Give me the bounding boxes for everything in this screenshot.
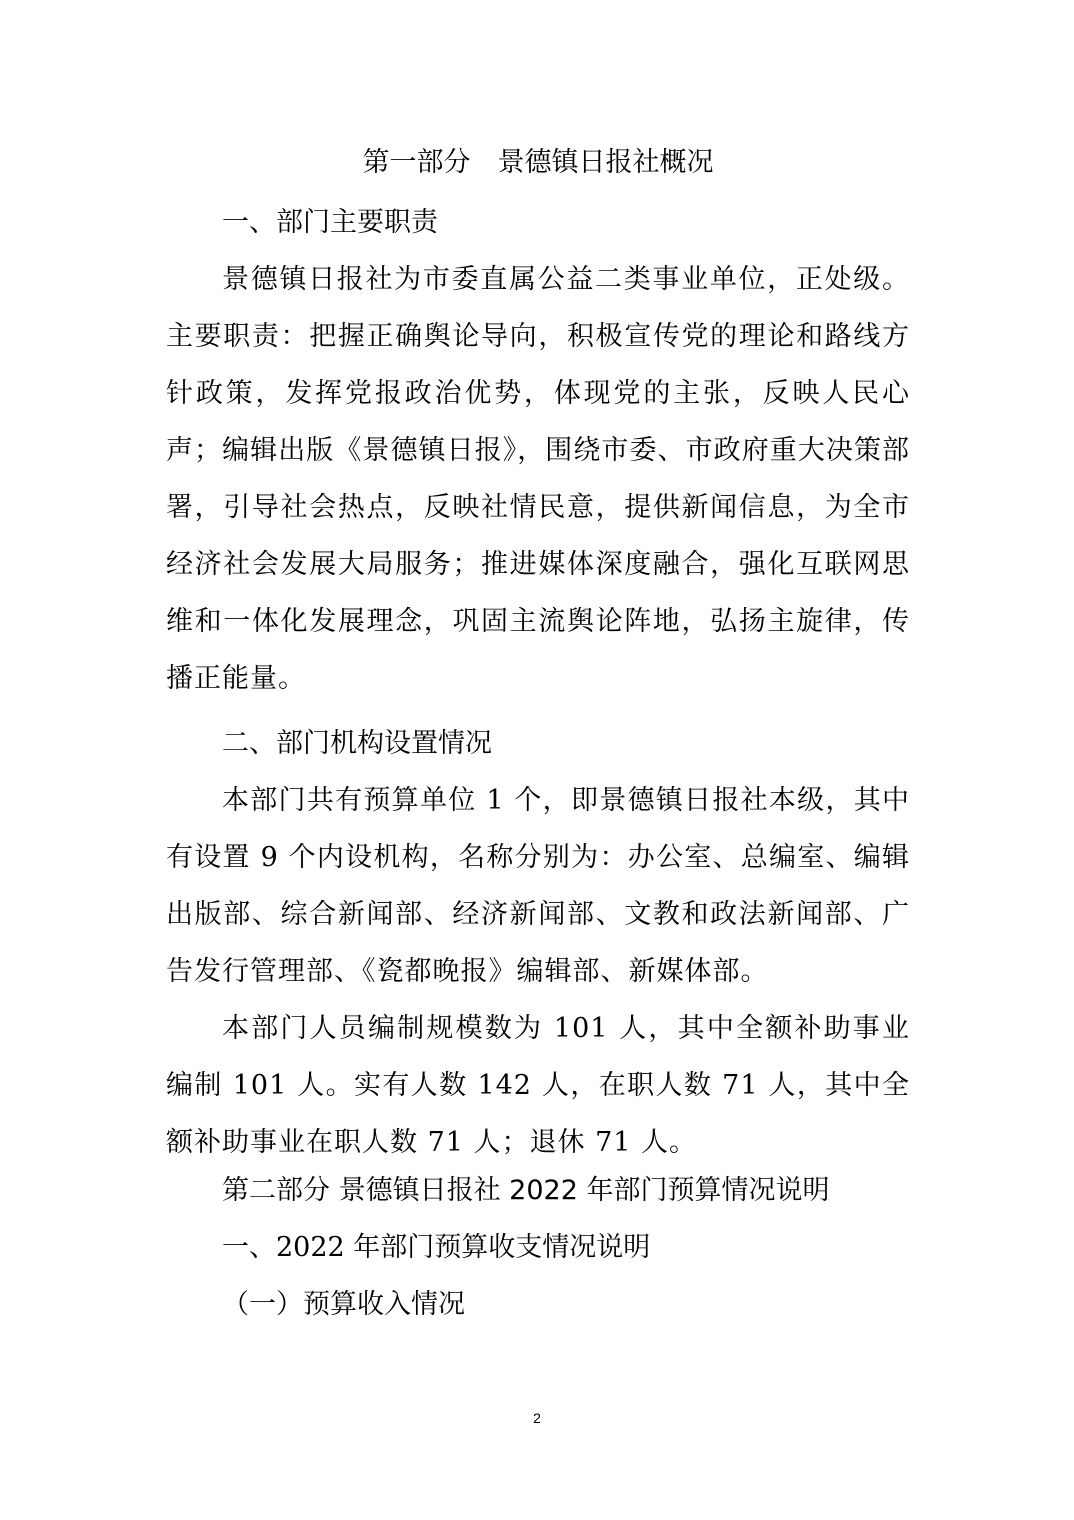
section1-heading: 一、部门主要职责: [222, 207, 438, 238]
part1-content: [166, 140, 910, 1171]
part2-title: 第二部分 景德镇日报社 2022 年部门预算情况说明: [222, 1175, 830, 1206]
section2-paragraph1: 本部门共有预算单位 1 个，即景德镇日报社本级，其中有设置 9 个内设机构，名称分别为：办公室、总编室、编辑出版部、综合新闻部、经济新闻部、文教和政法新闻部、广告发行管理部、《瓷都晚报》编辑部、新媒体部。: [166, 785, 910, 987]
part1-title: 第一部分 景德镇日报社概况: [362, 147, 714, 178]
section1-paragraph: 景德镇日报社为市委直属公益二类事业单位，正处级。主要职责：把握正确舆论导向，积极宣传党的理论和路线方针政策，发挥党报政治优势，体现党的主张，反映人民心声；编辑出版《景德镇日报》，围绕市委、市政府重大决策部署，引导社会热点，反映社情民意，提供新闻信息，为全市经济社会发展大局服务；推进媒体深度融合，强化互联网思维和一体化发展理念，巩固主流舆论阵地，弘扬主旋律，传播正能量。: [166, 264, 910, 694]
part2-content: [166, 1162, 910, 1333]
section2-heading: 二、部门机构设置情况: [222, 728, 492, 759]
part2-heading1: 一、2022 年部门预算收支情况说明: [222, 1232, 651, 1263]
part2-heading2: （一）预算收入情况: [222, 1289, 465, 1320]
section2-paragraph2: 本部门人员编制规模数为 101 人，其中全额补助事业编制 101 人。实有人数 142 人，在职人数 71 人，其中全额补助事业在职人数 71 人；退休 71 人。: [166, 1013, 910, 1158]
page-number: 2: [533, 1410, 541, 1426]
